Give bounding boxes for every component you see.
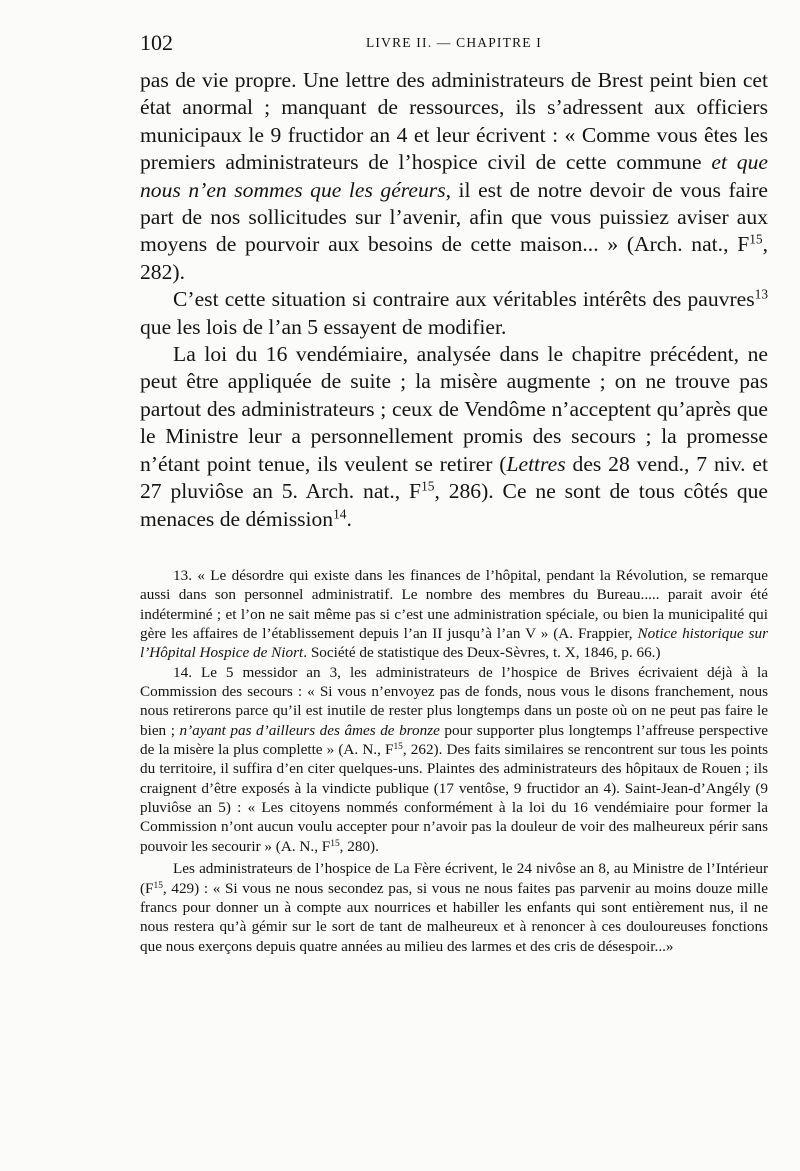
footnote-14-continued-text-a: Les administrateurs de l’hospice de La Fère écrivent, le 24 nivôse an 8, au Ministre de l’Intérieur (F (140, 860, 768, 897)
footnote-14-text-a: 14. Le 5 messidor an 3, les administrateurs de l’hospice de Brives écrivaient déjà à la Commission des secours : « Si vous n’envoyez pas de fonds, nous vous le disons franchement, nous nous retirerons parce qu’il est inutile de rester plus longtemps dans un poste où on ne peut pas faire le bien ; (140, 663, 768, 739)
paragraph-2 (140, 286, 768, 341)
footnote-14-continued (140, 859, 768, 956)
paragraph-3-text-c: , 286). Ce ne sont de tous côtés que menaces de démission (140, 479, 769, 531)
footnote-14-superscript-2: 15 (330, 838, 340, 849)
paragraph-2-text-a: C’est cette situation si contraire aux véritables intérêts des pauvres (173, 287, 755, 312)
footnote-14-continued-superscript: 15 (153, 880, 163, 891)
main-text (140, 67, 768, 533)
footnote-14-text-c: , 262). Des faits similaires se rencontrent sur tous les points du territoire, il suffira d’en citer quelques-uns. Plaintes des administrateurs des hôpitaux de Rouen ; ils craignent d’être exposés à la vindicte publique (17 ventôse, 9 fructidor an 4). Saint-Jean-d’Angély (9 pluviôse an 5) : « Les citoyens nommés conformément à la loi du 16 vendémiaire pour former la Commission n’ont aucun voulu accepter pour n’avoir pas la douleur de voir des malheureux périr sans pouvoir les secourir » (A. N., F (140, 741, 768, 855)
paragraph-3-text-a: La loi du 16 vendémiaire, analysée dans le chapitre précédent, ne peut être appliquée de suite ; la misère augmente ; on ne trouve pas partout des administrateurs ; ceux de Vendôme n’acceptent qu’après que le Ministre leur a personnellement promis des secours ; la promesse n’étant point tenue, ils veulent se retirer ( (140, 342, 768, 476)
footnote-ref-13[interactable]: 13 (754, 286, 768, 302)
page-header (140, 30, 768, 56)
page-number: 102 (140, 30, 173, 55)
footnote-14 (140, 663, 768, 856)
footnote-13-text-b: . Société de statistique des Deux-Sèvres, t. X, 1846, p. 66.) (303, 644, 661, 662)
paragraph-2-text-b: que les lois de l’an 5 essayent de modifier. (140, 314, 507, 339)
footnote-13-text-a: 13. « Le désordre qui existe dans les finances de l’hôpital, pendant la Révolution, se remarque aussi dans son personnel administratif. Le nombre des membres du Bureau..... parait avoir été indéterminé ; et l’on ne sait même pas si c’est une administration spéciale, ou bien la municipalité qui gère les affaires de l’établissement depuis l’an II jusqu’à l’an V » (A. Frappier, (140, 567, 768, 643)
paragraph-3-emphasis: Lettres (506, 451, 566, 476)
footnote-13-title: Notice historique sur l’Hôpital Hospice de Niort (140, 625, 768, 662)
paragraph-3-text-b: des 28 vend., 7 niv. et 27 pluviôse an 5. Arch. nat., F (140, 451, 768, 504)
paragraph-1-text-c: , 282). (140, 232, 768, 284)
footnote-ref-14[interactable]: 14 (333, 506, 347, 522)
paragraph-1-superscript: 15 (749, 232, 763, 248)
footnote-13 (140, 566, 768, 663)
paragraph-1-text-a: pas de vie propre. Une lettre des administrateurs de Brest peint bien cet état anormal ; manquant de ressources, ils s’adressent aux officiers municipaux le 9 fructidor an 4 et leur écrivent : « Comme vous êtes les premiers administrateurs de l’hospice civil de cette commune (140, 68, 768, 175)
footnote-14-text-d: , 280). (339, 837, 379, 855)
paragraph-3-superscript: 15 (421, 478, 435, 494)
paragraph-1 (140, 67, 768, 286)
paragraph-1-text-b: , il est de notre devoir de vous faire part de nos sollicitudes sur l’avenir, afin que vous puissiez aviser aux moyens de pourvoir aux besoins de cette maison... » (Arch. nat., F (140, 177, 768, 257)
footnotes (140, 566, 768, 956)
footnote-14-text-b: pour supporter plus longtemps l’affreuse perspective de la misère la plus complette » (A. N., F (140, 721, 768, 759)
footnote-14-continued-text-b: , 429) : « Si vous ne nous secondez pas, si vous ne nous faites pas parvenir au moins douze mille francs pour donner un à compte aux nourrices et habiller les enfants qui sont entièrement nus, il ne nous restera qu’à gémir sur le sort de tant de malheureux et à renoncer à ces douloureuses fonctions que nous exerçons depuis quatre années au milieu des larmes et des cris de désespoir...» (140, 879, 768, 955)
paragraph-3-text-d: . (346, 506, 352, 531)
footnote-14-superscript: 15 (393, 741, 403, 752)
paragraph-1-emphasis: et que nous n’en sommes que les géreurs (140, 150, 768, 202)
footnote-14-emphasis: n’ayant pas d’ailleurs des âmes de bronze (179, 721, 440, 739)
running-title: LIVRE II. — CHAPITRE I (365, 35, 542, 50)
paragraph-3 (140, 341, 768, 533)
